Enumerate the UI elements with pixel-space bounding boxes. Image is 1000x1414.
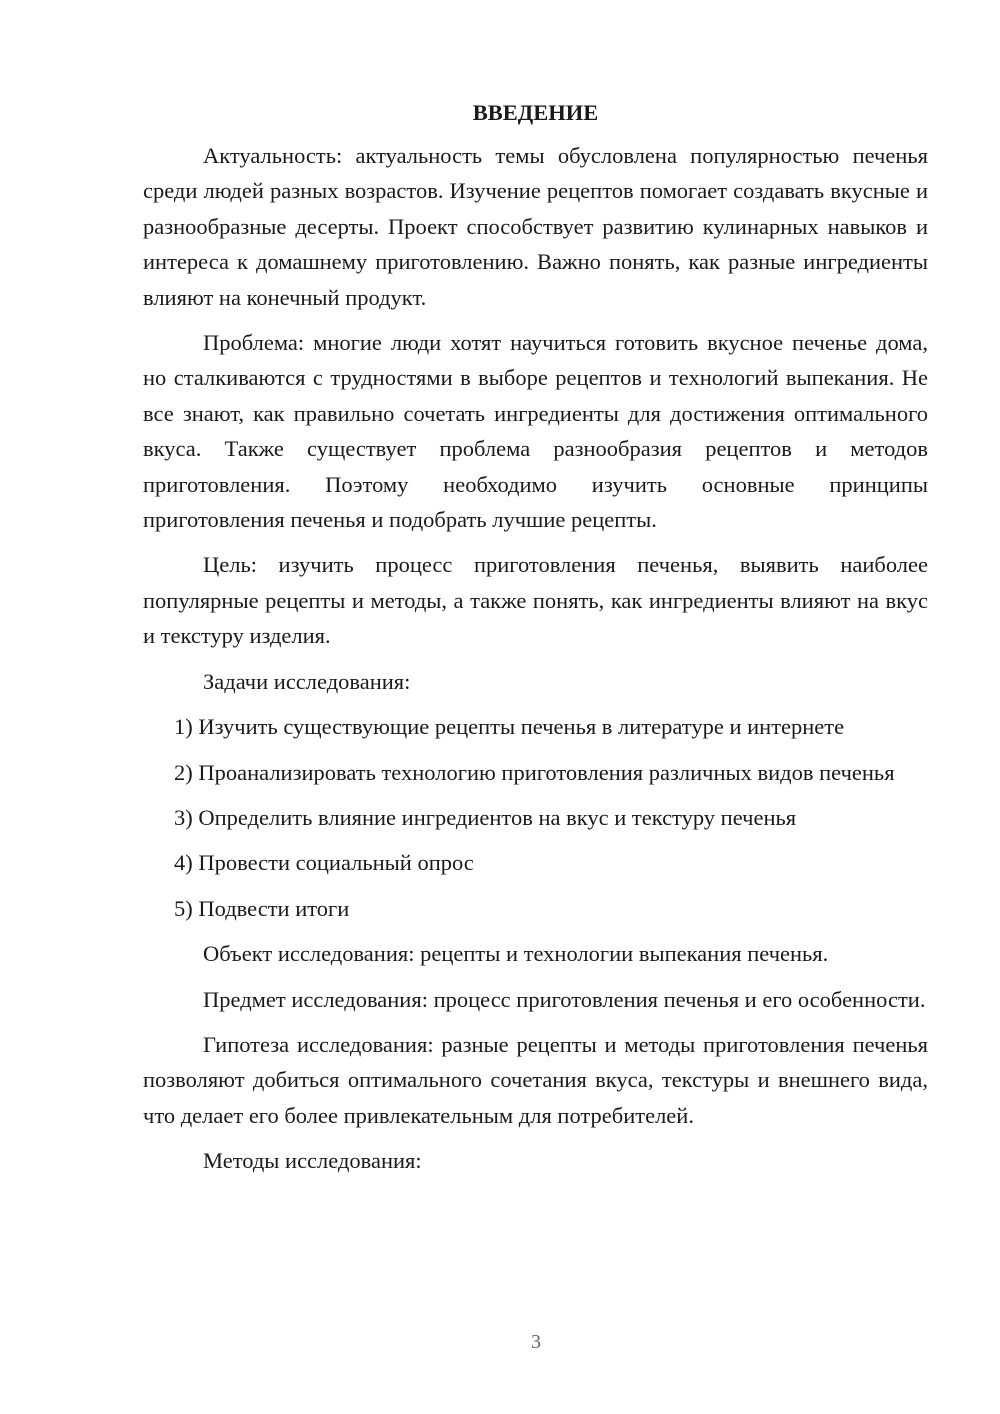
- paragraph-hypothesis: Гипотеза исследования: разные рецепты и методы приготовления печенья позволяют добиться оптимального сочетания вкуса, текстуры и внешнего вида, что делает его более привлекательным для потребителей.: [143, 1031, 928, 1128]
- paragraph-subject: Предмет исследования: процесс приготовления печенья и его особенности.: [203, 986, 926, 1012]
- tasks-list: [143, 709, 928, 926]
- paragraph-goal: Цель: изучить процесс приготовления печенья, выявить наиболее популярные рецепты и методы, а также понять, как ингредиенты влияют на вкус и текстуру изделия.: [143, 552, 928, 649]
- page-number: 3: [531, 1331, 541, 1353]
- list-item: 1) Изучить существующие рецепты печенья в литературе и интернете: [174, 714, 845, 740]
- paragraph-tasks-heading: Задачи исследования:: [203, 668, 411, 694]
- paragraph-object: Объект исследования: рецепты и технологии выпекания печенья.: [203, 941, 829, 967]
- list-item: 2) Проанализировать технологию приготовления различных видов печенья: [174, 759, 895, 785]
- paragraph-problem: Проблема: многие люди хотят научиться готовить вкусное печенье дома, но сталкиваются с трудностями в выборе рецептов и технологий выпекания. Не все знают, как правильно сочетать ингредиенты для достижения оптимального вкуса. Также существует проблема разнообразия рецептов и методов приготовления. Поэтому необходимо изучить основные принципы приготовления печенья и подобрать лучшие рецепты.: [143, 330, 928, 533]
- list-item: 3) Определить влияние ингредиентов на вкус и текстуру печенья: [174, 804, 797, 830]
- section-title: ВВЕДЕНИЕ: [472, 100, 599, 125]
- paragraph-actuality: Актуальность: актуальность темы обусловлена популярностью печенья среди людей разных возрастов. Изучение рецептов помогает создавать вкусные и разнообразные десерты. Проект способствует развитию кулинарных навыков и интереса к домашнему приготовлению. Важно понять, как разные ингредиенты влияют на конечный продукт.: [143, 143, 928, 310]
- list-item: 5) Подвести итоги: [174, 895, 350, 921]
- document-page: [143, 95, 928, 1189]
- list-item: 4) Провести социальный опрос: [174, 850, 474, 876]
- paragraph-methods-heading: Методы исследования:: [203, 1148, 422, 1174]
